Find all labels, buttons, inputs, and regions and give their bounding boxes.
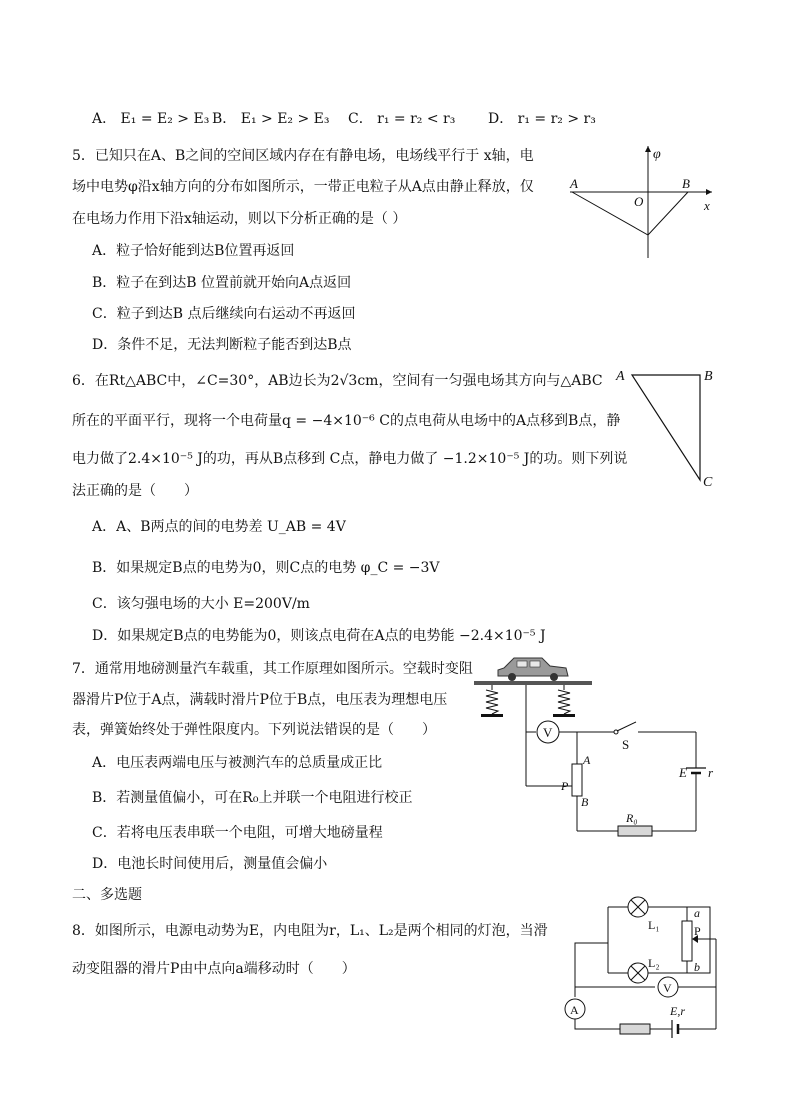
phi-label: φ — [653, 147, 661, 162]
q6-stem-line1: 6．在Rt△ABC中，∠C=30°，AB边长为2√3cm，空间有一匀强电场其方向与△ABC — [72, 373, 603, 389]
right-spring — [553, 685, 575, 717]
slider-p-label: P — [694, 924, 701, 938]
voltmeter-label: V — [663, 981, 672, 995]
ammeter-label: A — [570, 1003, 579, 1017]
switch-icon — [617, 722, 636, 731]
q5-stem-line2: 场中电势φ沿x轴方向的分布如图所示，一带正电粒子从A点由静止释放，仅 — [72, 179, 534, 195]
resistor — [620, 1024, 650, 1034]
q8-circuit-figure — [550, 895, 730, 1043]
origin-label: O — [634, 194, 644, 209]
q5-stem-line3: 在电场力作用下沿x轴运动，则以下分析正确的是（ ） — [72, 211, 407, 227]
vertex-c-label: C — [703, 475, 713, 490]
resistor-r0-label: R₀ — [626, 811, 638, 825]
slider-p-label: P — [561, 779, 569, 793]
vertex-a-label: A — [616, 369, 625, 384]
q6-stem-line3: 电力做了2.4×10⁻⁵ J的功，再从B点移到 C点，静电力做了 −1.2×10⁻⁵ J的功。则下列说 — [72, 451, 628, 467]
vertex-b-label: B — [704, 369, 713, 384]
rheostat-b-label: B — [581, 795, 589, 809]
q6-option-d: D．如果规定B点的电势能为0，则该点电荷在A点的电势能 −2.4×10⁻⁵ J — [92, 628, 546, 644]
rheostat — [682, 921, 692, 961]
q4-option-d: D． r₁ = r₂ > r₃ — [488, 111, 596, 127]
section-title-multi-choice: 二、多选题 — [72, 887, 142, 903]
lamp-l2-label: L₂ — [648, 956, 660, 970]
potential-curve — [572, 192, 688, 235]
rheostat-a-label: A — [583, 753, 591, 767]
q7-stem-line3: 表，弹簧始终处于弹性限度内。下列说法错误的是（ ） — [72, 722, 436, 738]
q7-option-a: A．电压表两端电压与被测汽车的总质量成正比 — [92, 755, 383, 771]
q5-option-a: A．粒子恰好能到达B位置再返回 — [92, 243, 295, 259]
scale-platform — [474, 681, 592, 685]
q4-option-a: A． E₁ = E₂ > E₃ — [92, 111, 210, 127]
q5-option-c: C．粒子到达B 点后继续向右运动不再返回 — [92, 306, 356, 322]
q7-option-c: C．若将电压表串联一个电阻，可增大地磅量程 — [92, 825, 383, 841]
q6-option-b: B．如果规定B点的电势为0，则C点的电势 φ_C = −3V — [92, 560, 440, 576]
point-b-label: B — [682, 176, 690, 191]
left-spring — [481, 685, 503, 717]
resistor-r0 — [618, 826, 652, 836]
q7-weighbridge-circuit — [470, 648, 730, 848]
terminal-b-label: b — [694, 960, 700, 974]
terminal-a-label: a — [694, 906, 700, 920]
q6-triangle-figure — [610, 360, 730, 495]
lamp-l1-label: L₁ — [648, 918, 660, 932]
triangle-abc — [632, 375, 700, 480]
q8-stem-line2: 动变阻器的滑片P由中点向a端移动时（ ） — [72, 961, 356, 977]
q7-option-d: D．电池长时间使用后，测量值会偏小 — [92, 856, 328, 872]
q6-option-a: A．A、B两点的间的电势差 U_AB = 4V — [92, 519, 346, 535]
switch-label: S — [622, 737, 630, 752]
q4-option-b: B． E₁ > E₂ > E₃ — [212, 111, 330, 127]
q5-option-b: B．粒子在到达B 位置前就开始向A点返回 — [92, 275, 352, 291]
q6-option-c: C．该匀强电场的大小 E=200V/m — [92, 596, 310, 612]
q7-option-b: B．若测量值偏小，可在R₀上并联一个电阻进行校正 — [92, 790, 413, 806]
emf-label: E — [679, 765, 687, 780]
q5-option-d: D．条件不足，无法判断粒子能否到达B点 — [92, 337, 352, 353]
q5-stem-line1: 5．已知只在A、B之间的空间区域内存在有静电场，电场线平行于 x轴，电 — [72, 148, 534, 164]
rheostat — [572, 764, 582, 796]
point-a-label: A — [570, 176, 578, 191]
battery-label: E,r — [670, 1004, 685, 1018]
q5-potential-graph — [560, 140, 730, 270]
q7-stem-line1: 7．通常用地磅测量汽车载重，其工作原理如图所示。空载时变阻 — [72, 661, 473, 677]
internal-resistance-label: r — [708, 765, 714, 780]
q7-stem-line2: 器滑片P位于A点，满载时滑片P位于B点，电压表为理想电压 — [72, 692, 448, 708]
q6-stem-line2: 所在的平面平行，现将一个电荷量q = −4×10⁻⁶ C的点电荷从电场中的A点移到B点，静 — [72, 413, 621, 429]
car-icon — [498, 658, 568, 681]
q8-stem-line1: 8．如图所示，电源电动势为E，内电阻为r，L₁、L₂是两个相同的灯泡，当滑 — [72, 923, 548, 939]
x-label: x — [704, 198, 710, 213]
voltmeter-label: V — [543, 725, 553, 740]
q4-option-c: C． r₁ = r₂ < r₃ — [348, 111, 456, 127]
q6-stem-line4: 法正确的是（ ） — [72, 483, 198, 499]
